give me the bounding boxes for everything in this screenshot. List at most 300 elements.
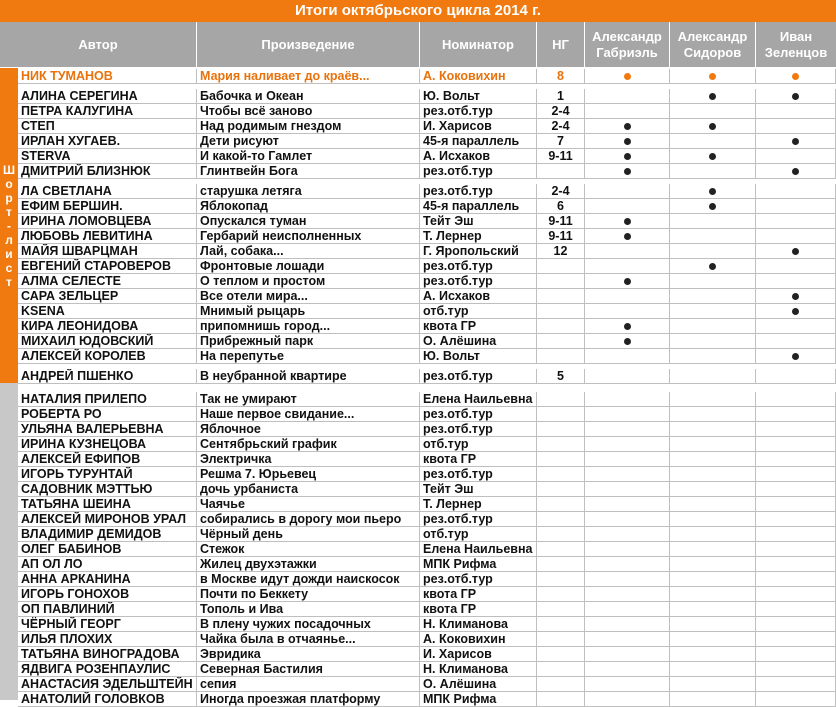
judge-3-vote [756,572,836,587]
judge-2-vote [670,164,756,179]
vote-dot-icon [624,338,631,345]
ng-cell [537,512,585,527]
nominator-cell: рез.отб.тур [420,407,537,422]
nominator-cell: О. Алёшина [420,677,537,692]
judge-3-vote [756,289,836,304]
author-cell: ВЛАДИМИР ДЕМИДОВ [18,527,197,542]
nominator-cell: И. Харисов [420,647,537,662]
judge-1-vote [585,369,670,384]
judge-3-vote [756,349,836,364]
judge-1-vote [585,422,670,437]
judge-3-vote [756,527,836,542]
judge-1-vote [585,482,670,497]
table-row [18,334,836,349]
work-cell: Электричка [197,452,420,467]
work-cell: Тополь и Ива [197,602,420,617]
ng-cell [537,662,585,677]
author-cell: ЯДВИГА РОЗЕНПАУЛИС [18,662,197,677]
judge-3-vote [756,392,836,407]
header-author: Автор [0,22,197,67]
ng-cell [537,407,585,422]
judge-3-vote [756,199,836,214]
judge-3-vote [756,304,836,319]
vote-dot-icon [792,138,799,145]
nominator-cell: квота ГР [420,587,537,602]
ng-cell: 2-4 [537,184,585,199]
work-cell: Дети рисуют [197,134,420,149]
table-row [18,184,836,199]
shortlist-label-letter: Ш [2,162,16,177]
table-row [18,467,836,482]
table-row [18,527,836,542]
ng-cell: 9-11 [537,229,585,244]
judge-2-vote [670,69,756,84]
judge-3-vote [756,662,836,677]
nominator-cell: 45-я параллель [420,134,537,149]
ng-cell [537,259,585,274]
table-row [18,89,836,104]
shortlist-label-letter: р [5,190,13,205]
judge-1-vote [585,104,670,119]
nominator-cell: отб.тур [420,304,537,319]
vote-dot-icon [624,123,631,130]
author-cell: АЛЕКСЕЙ ЕФИПОВ [18,452,197,467]
ng-cell [537,542,585,557]
work-cell: Фронтовые лошади [197,259,420,274]
judge-3-vote [756,164,836,179]
author-cell: KSENA [18,304,197,319]
nominator-cell: Г. Яропольский [420,244,537,259]
judge-3-vote [756,617,836,632]
vote-dot-icon [624,138,631,145]
ng-cell [537,164,585,179]
author-cell: ЕВГЕНИЙ СТАРОВЕРОВ [18,259,197,274]
nominator-cell: Т. Лернер [420,497,537,512]
judge-3-vote [756,259,836,274]
work-cell: Стежок [197,542,420,557]
judge-1-vote [585,89,670,104]
table-row [18,199,836,214]
judge-1-vote [585,602,670,617]
vote-dot-icon [624,153,631,160]
judge-1-vote [585,452,670,467]
judge-1-vote [585,289,670,304]
work-cell: О теплом и простом [197,274,420,289]
header-judge-2-last: Сидоров [683,44,742,60]
nominator-cell: МПК Рифма [420,557,537,572]
nominator-cell: Тейт Эш [420,482,537,497]
work-cell: Северная Бастилия [197,662,420,677]
ng-cell [537,334,585,349]
judge-3-vote [756,677,836,692]
table-row [18,274,836,289]
nominator-cell: Т. Лернер [420,229,537,244]
table-row [18,662,836,677]
table-row [18,617,836,632]
judge-2-vote [670,527,756,542]
ng-cell: 2-4 [537,104,585,119]
judge-3-vote [756,467,836,482]
ng-cell [537,602,585,617]
author-cell: НИК ТУМАНОВ [18,69,197,84]
judge-3-vote [756,319,836,334]
judge-2-vote [670,199,756,214]
work-cell: Прибрежный парк [197,334,420,349]
author-cell: ИЛЬЯ ПЛОХИХ [18,632,197,647]
nominator-cell: рез.отб.тур [420,572,537,587]
nominator-cell: квота ГР [420,602,537,617]
judge-2-vote [670,334,756,349]
nominator-cell: И. Харисов [420,119,537,134]
author-cell: ОЛЕГ БАБИНОВ [18,542,197,557]
ng-cell [537,289,585,304]
ng-cell [537,572,585,587]
author-cell: НАТАЛИЯ ПРИЛЕПО [18,392,197,407]
work-cell: старушка летяга [197,184,420,199]
author-cell: ЛЮБОВЬ ЛЕВИТИНА [18,229,197,244]
table-row [18,229,836,244]
judge-1-vote [585,119,670,134]
judge-2-vote [670,104,756,119]
nominator-cell: А. Коковихин [420,69,537,84]
author-cell: АЛИНА СЕРЕГИНА [18,89,197,104]
judge-1-vote [585,229,670,244]
judge-3-vote [756,134,836,149]
nominator-cell: А. Исхаков [420,149,537,164]
nominator-cell: отб.тур [420,527,537,542]
work-cell: Почти по Беккету [197,587,420,602]
author-cell: STERVA [18,149,197,164]
header-judge-3-first: Иван [779,28,813,44]
work-cell: На перепутье [197,349,420,364]
judge-3-vote [756,587,836,602]
author-cell: ИРИНА ЛОМОВЦЕВА [18,214,197,229]
judge-2-vote [670,482,756,497]
table-row [18,104,836,119]
judge-1-vote [585,542,670,557]
ng-cell: 12 [537,244,585,259]
work-cell: Яблокопад [197,199,420,214]
header-judge-3-last: Зеленцов [764,44,828,60]
judge-3-vote [756,482,836,497]
judge-1-vote [585,407,670,422]
judge-2-vote [670,214,756,229]
ng-cell [537,632,585,647]
table-row [18,557,836,572]
nominator-cell: Н. Климанова [420,617,537,632]
work-cell: И какой-то Гамлет [197,149,420,164]
ng-cell: 6 [537,199,585,214]
ng-cell [537,319,585,334]
author-cell: ПЕТРА КАЛУГИНА [18,104,197,119]
table-row [18,149,836,164]
vote-dot-icon [624,168,631,175]
shortlist-label-letter: о [5,176,13,191]
ng-cell: 1 [537,89,585,104]
judge-2-vote [670,369,756,384]
table-row [18,244,836,259]
judge-2-vote [670,572,756,587]
author-cell: РОБЕРТА РО [18,407,197,422]
judge-3-vote [756,69,836,84]
table-row [18,632,836,647]
author-cell: ДМИТРИЙ БЛИЗНЮК [18,164,197,179]
author-cell: МИХАИЛ ЮДОВСКИЙ [18,334,197,349]
work-cell: собирались в дорогу мои пьеро [197,512,420,527]
judge-1-vote [585,69,670,84]
table-header [0,22,836,67]
ng-cell [537,587,585,602]
judge-1-vote [585,274,670,289]
author-cell: МАЙЯ ШВАРЦМАН [18,244,197,259]
header-nominator: Номинатор [420,22,537,67]
judge-2-vote [670,632,756,647]
work-cell: Над родимым гнездом [197,119,420,134]
work-cell: Чаячье [197,497,420,512]
table-row [18,319,836,334]
author-cell: АЛМА СЕЛЕСТЕ [18,274,197,289]
ng-cell [537,482,585,497]
ng-cell: 8 [537,69,585,84]
ng-cell [537,392,585,407]
work-cell: В неубранной квартире [197,369,420,384]
ng-cell: 9-11 [537,214,585,229]
nominator-cell: рез.отб.тур [420,164,537,179]
judge-1-vote [585,259,670,274]
page-title: Итоги октябрьского цикла 2014 г. [0,0,836,22]
header-work: Произведение [197,22,420,67]
ng-cell [537,437,585,452]
author-cell: ТАТЬЯНА ВИНОГРАДОВА [18,647,197,662]
table-row [18,369,836,384]
judge-2-vote [670,617,756,632]
judge-2-vote [670,392,756,407]
header-judge-2-first: Александр [677,28,748,44]
vote-dot-icon [709,123,716,130]
ng-cell [537,557,585,572]
judge-3-vote [756,452,836,467]
judge-1-vote [585,647,670,662]
judge-3-vote [756,647,836,662]
header-judge-3 [756,22,836,67]
table-row [18,542,836,557]
vote-dot-icon [709,203,716,210]
judge-1-vote [585,164,670,179]
judge-3-vote [756,497,836,512]
work-cell: Наше первое свидание... [197,407,420,422]
judge-3-vote [756,229,836,244]
judge-1-vote [585,214,670,229]
header-judge-1-first: Александр [592,28,662,44]
author-cell: УЛЬЯНА ВАЛЕРЬЕВНА [18,422,197,437]
ng-cell [537,617,585,632]
shortlist-label-letter: т [6,274,12,289]
judge-2-vote [670,259,756,274]
nominator-cell: отб.тур [420,437,537,452]
judge-2-vote [670,677,756,692]
ng-cell [537,647,585,662]
vote-dot-icon [792,168,799,175]
nominator-cell: рез.отб.тур [420,274,537,289]
nominator-cell: Н. Климанова [420,662,537,677]
header-judge-2 [670,22,756,67]
judge-2-vote [670,512,756,527]
table-row [18,289,836,304]
judge-2-vote [670,134,756,149]
judge-2-vote [670,274,756,289]
judge-1-vote [585,557,670,572]
work-cell: дочь урбаниста [197,482,420,497]
judge-2-vote [670,229,756,244]
judge-2-vote [670,452,756,467]
judge-2-vote [670,349,756,364]
vote-dot-icon [709,153,716,160]
author-cell: АНАТОЛИЙ ГОЛОВКОВ [18,692,197,707]
judge-2-vote [670,89,756,104]
work-cell: В плену чужих посадочных [197,617,420,632]
table-row [18,407,836,422]
judge-2-vote [670,289,756,304]
author-cell: АНДРЕЙ ПШЕНКО [18,369,197,384]
table-row [18,214,836,229]
author-cell: ЧЁРНЫЙ ГЕОРГ [18,617,197,632]
author-cell: КИРА ЛЕОНИДОВА [18,319,197,334]
judge-1-vote [585,527,670,542]
table-row [18,677,836,692]
ng-cell: 9-11 [537,149,585,164]
judge-3-vote [756,184,836,199]
judge-1-vote [585,199,670,214]
judge-3-vote [756,244,836,259]
table-row [18,69,836,84]
judge-3-vote [756,542,836,557]
judge-3-vote [756,89,836,104]
ng-cell [537,349,585,364]
judge-2-vote [670,647,756,662]
nominator-cell: Ю. Вольт [420,89,537,104]
table-row [18,422,836,437]
ng-cell [537,677,585,692]
header-judge-1 [585,22,670,67]
table-row [18,647,836,662]
shortlist-label-letter: с [5,260,13,275]
table-row [18,392,836,407]
ng-cell: 7 [537,134,585,149]
work-cell: Мария наливает до краёв... [197,69,420,84]
judge-2-vote [670,602,756,617]
judge-1-vote [585,512,670,527]
vote-dot-icon [709,93,716,100]
table-row [18,452,836,467]
judge-3-vote [756,557,836,572]
header-ng: НГ [537,22,585,67]
nominator-cell: квота ГР [420,319,537,334]
judge-1-vote [585,334,670,349]
author-cell: ОП ПАВЛИНИЙ [18,602,197,617]
author-cell: СТЕП [18,119,197,134]
table-row [18,587,836,602]
work-cell: Сентябрьский график [197,437,420,452]
judge-3-vote [756,104,836,119]
work-cell: Иногда проезжая платформу [197,692,420,707]
judge-1-vote [585,467,670,482]
judge-1-vote [585,587,670,602]
vote-dot-icon [709,188,716,195]
author-cell: АНАСТАСИЯ ЭДЕЛЬШТЕЙН [18,677,197,692]
ng-cell [537,452,585,467]
work-cell: Лай, собака... [197,244,420,259]
work-cell: Все отели мира... [197,289,420,304]
judge-3-vote [756,602,836,617]
ng-cell [537,422,585,437]
table-row [18,437,836,452]
table-row [18,602,836,617]
author-cell: ИРЛАН ХУГАЕВ. [18,134,197,149]
nominator-cell: рез.отб.тур [420,422,537,437]
author-cell: ИГОРЬ ГОНОХОВ [18,587,197,602]
work-cell: Так не умирают [197,392,420,407]
header-judge-1-last: Габриэль [596,44,658,60]
nominator-cell: рез.отб.тур [420,369,537,384]
work-cell: Опускался туман [197,214,420,229]
table-row [18,134,836,149]
table-row [18,164,836,179]
nominator-cell: рез.отб.тур [420,467,537,482]
work-cell: Решма 7. Юрьевец [197,467,420,482]
table-row [18,497,836,512]
judge-3-vote [756,422,836,437]
judge-2-vote [670,587,756,602]
judge-1-vote [585,497,670,512]
shortlist-label-letter: т [6,204,12,219]
judge-2-vote [670,304,756,319]
author-cell: ТАТЬЯНА ШЕИНА [18,497,197,512]
ng-cell [537,304,585,319]
judge-2-vote [670,497,756,512]
judge-1-vote [585,617,670,632]
judge-1-vote [585,319,670,334]
judge-3-vote [756,437,836,452]
author-cell: САДОВНИК МЭТТЬЮ [18,482,197,497]
judge-1-vote [585,134,670,149]
table-row [18,349,836,364]
judge-3-vote [756,334,836,349]
judge-1-vote [585,304,670,319]
vote-dot-icon [624,73,631,80]
judge-2-vote [670,422,756,437]
shortlist-label-letter: - [7,218,11,233]
nominator-cell: А. Коковихин [420,632,537,647]
nominator-cell: квота ГР [420,452,537,467]
nominator-cell: А. Исхаков [420,289,537,304]
judge-2-vote [670,149,756,164]
judge-2-vote [670,437,756,452]
judge-1-vote [585,392,670,407]
judge-1-vote [585,677,670,692]
judge-3-vote [756,274,836,289]
work-cell: Бабочка и Океан [197,89,420,104]
nominator-cell: рез.отб.тур [420,104,537,119]
work-cell: в Москве идут дожди наискосок [197,572,420,587]
nominator-cell: Тейт Эш [420,214,537,229]
vote-dot-icon [709,73,716,80]
vote-dot-icon [624,323,631,330]
work-cell: Чёрный день [197,527,420,542]
judge-1-vote [585,349,670,364]
author-cell: САРА ЗЕЛЬЦЕР [18,289,197,304]
vote-dot-icon [624,233,631,240]
nominator-cell: О. Алёшина [420,334,537,349]
